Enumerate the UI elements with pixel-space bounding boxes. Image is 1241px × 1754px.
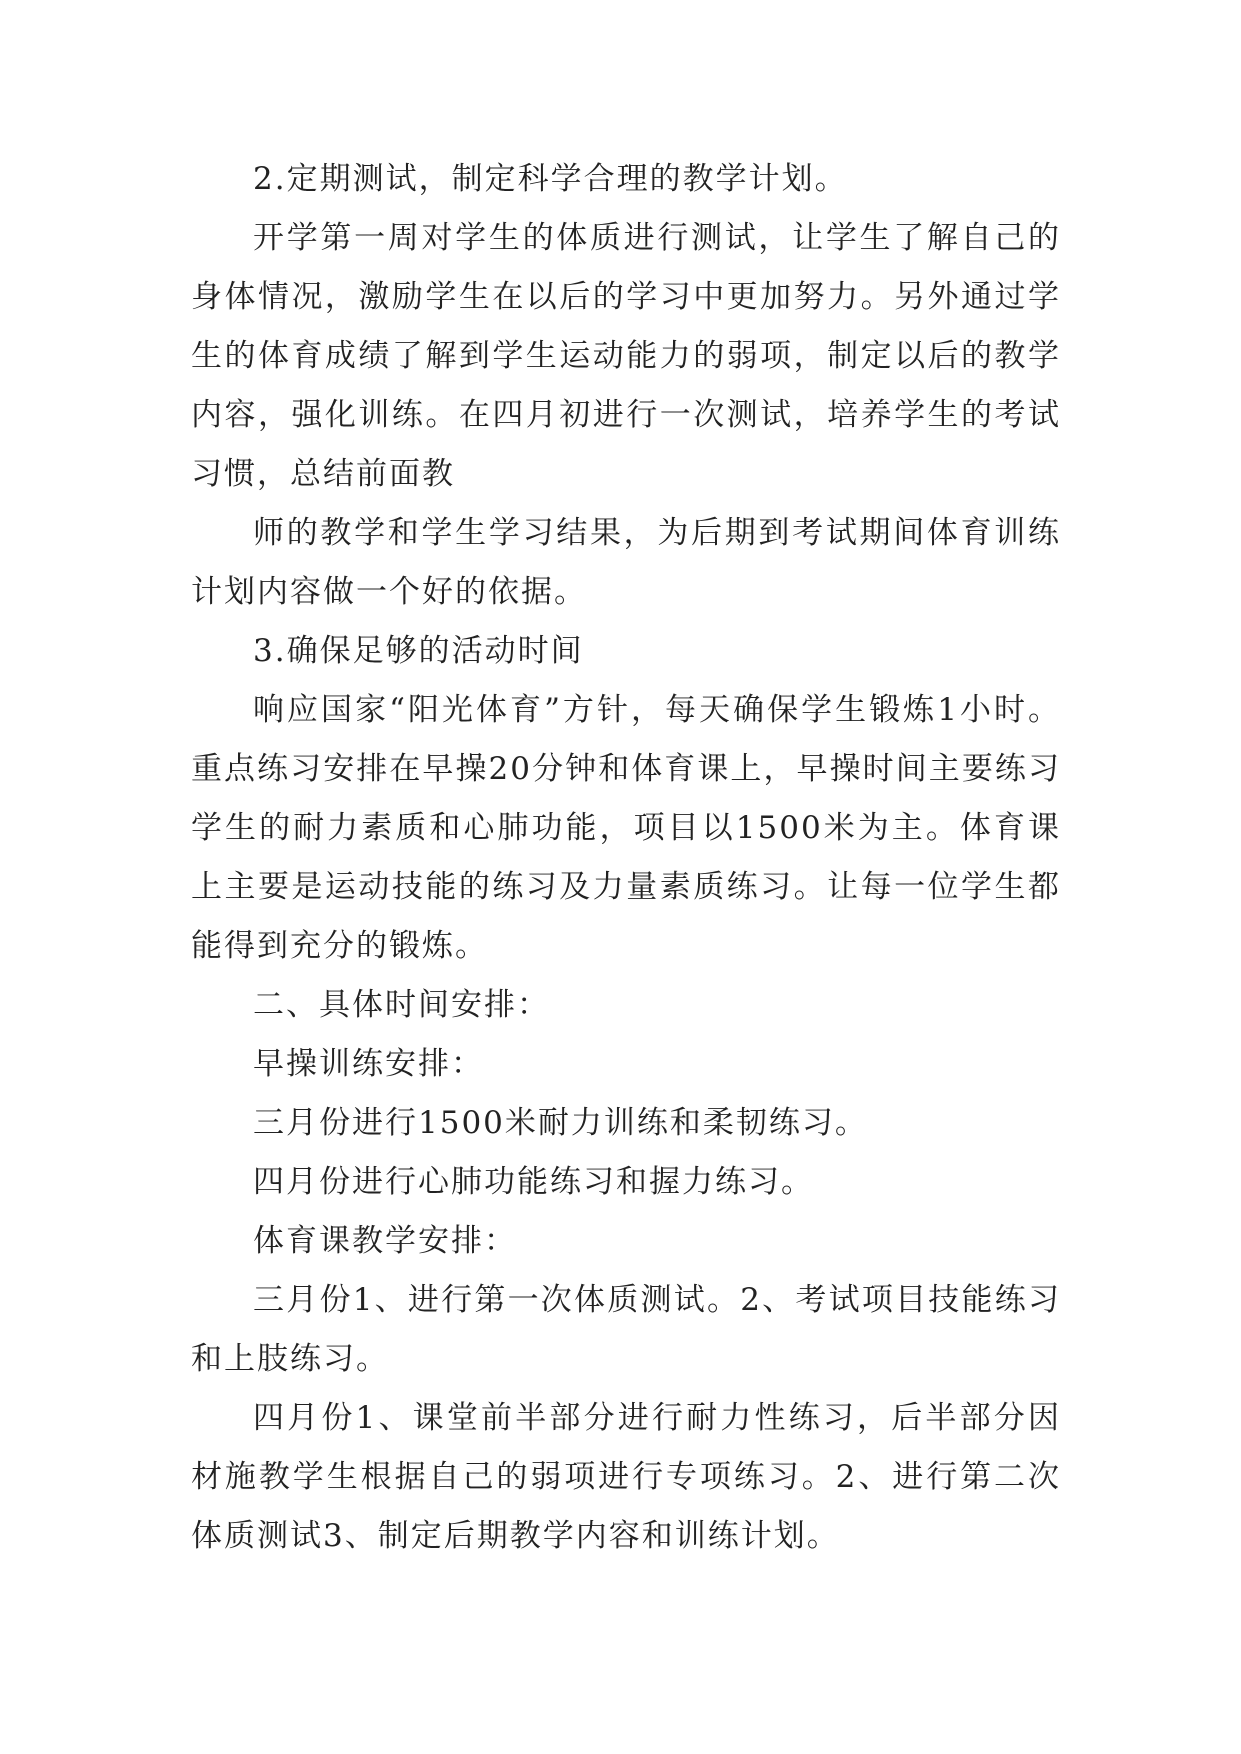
paragraph-pe-class-heading: 体育课教学安排：: [253, 1223, 517, 1259]
paragraph-schedule-heading: 二、具体时间安排：: [253, 987, 550, 1023]
paragraph-activity-time: 响应国家“阳光体育”方针，每天确保学生锻炼1小时。重点练习安排在早操20分钟和体育课上，早操时间主要练习学生的耐力素质和心肺功能，项目以1500米为主。体育课上主要是运动技能的练习及力量素质练习。让每一位学生都能得到充分的锻炼。: [191, 692, 1061, 964]
paragraph-march-class: 三月份1、进行第一次体质测试。2、考试项目技能练习和上肢练习。: [191, 1282, 1061, 1377]
paragraph-testing-plan: 开学第一周对学生的体质进行测试，让学生了解自己的身体情况，激励学生在以后的学习中更加努力。另外通过学生的体育成绩了解到学生运动能力的弱项，制定以后的教学内容，强化训练。在四月初进行一次测试，培养学生的考试习惯，总结前面教: [191, 220, 1061, 492]
paragraph-section-3-heading: 3.确保足够的活动时间: [253, 633, 584, 669]
paragraph-morning-exercise-heading: 早操训练安排：: [253, 1046, 484, 1082]
paragraph-section-2-heading: 2.定期测试，制定科学合理的教学计划。: [253, 161, 848, 197]
paragraph-testing-plan-continued: 师的教学和学生学习结果，为后期到考试期间体育训练计划内容做一个好的依据。: [191, 515, 1061, 610]
paragraph-april-class: 四月份1、课堂前半部分进行耐力性练习，后半部分因材施教学生根据自己的弱项进行专项练习。2、进行第二次体质测试3、制定后期教学内容和训练计划。: [191, 1400, 1061, 1554]
document-body: [191, 150, 1061, 1566]
paragraph-march-morning: 三月份进行1500米耐力训练和柔韧练习。: [253, 1105, 868, 1141]
paragraph-april-morning: 四月份进行心肺功能练习和握力练习。: [253, 1164, 814, 1200]
